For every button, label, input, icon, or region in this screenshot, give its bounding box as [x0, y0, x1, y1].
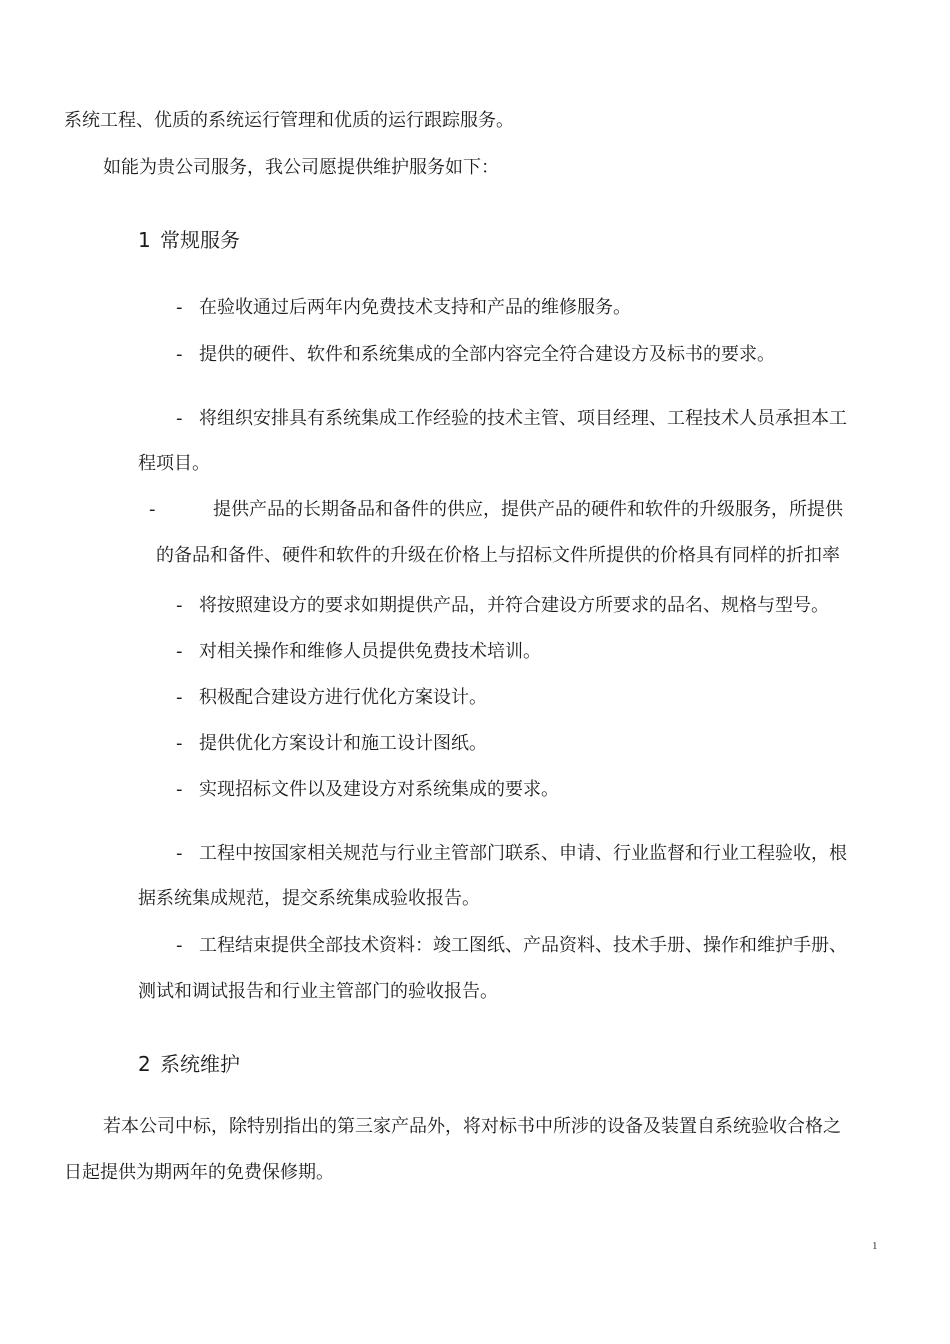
bullet-dash: -: [149, 499, 156, 520]
section-1-title: 常规服务: [160, 228, 240, 252]
list-item-5: 将按照建设方的要求如期提供产品，并符合建设方所要求的品名、规格与型号。: [199, 595, 829, 616]
list-item-4-line-2: 的备品和备件、硬件和软件的升级在价格上与招标文件所提供的价格具有同样的折扣率: [156, 545, 840, 566]
bullet-dash: -: [176, 344, 183, 365]
bullet-dash: -: [176, 297, 183, 318]
section-2-paragraph-line-1: 若本公司中标，除特别指出的第三家产品外，将对标书中所涉的设备及装置自系统验收合格之: [103, 1116, 841, 1137]
bullet-dash: -: [176, 733, 183, 754]
list-item-8: 提供优化方案设计和施工设计图纸。: [199, 733, 487, 754]
list-item-10-line-2: 据系统集成规范，提交系统集成验收报告。: [138, 888, 480, 909]
section-1-number: 1: [138, 228, 151, 252]
bullet-dash: -: [176, 935, 183, 956]
list-item-11-line-2: 测试和调试报告和行业主管部门的验收报告。: [138, 981, 498, 1002]
list-item-9: 实现招标文件以及建设方对系统集成的要求。: [199, 779, 559, 800]
section-1-heading: [138, 227, 240, 253]
section-2-title: 系统维护: [160, 1052, 240, 1076]
list-item-3-line-2: 程项目。: [138, 453, 210, 474]
bullet-dash: -: [176, 641, 183, 662]
list-item-1: 在验收通过后两年内免费技术支持和产品的维修服务。: [199, 297, 631, 318]
list-item-10-line-1: 工程中按国家相关规范与行业主管部门联系、申请、行业监督和行业工程验收，根: [199, 843, 847, 864]
page-number: 1: [872, 1240, 878, 1252]
list-item-11-line-1: 工程结束提供全部技术资料：竣工图纸、产品资料、技术手册、操作和维护手册、: [199, 935, 847, 956]
list-item-3-line-1: 将组织安排具有系统集成工作经验的技术主管、项目经理、工程技术人员承担本工: [199, 408, 847, 429]
list-item-2: 提供的硬件、软件和系统集成的全部内容完全符合建设方及标书的要求。: [199, 344, 775, 365]
section-2-heading: [138, 1051, 240, 1077]
intro-line-1: 系统工程、优质的系统运行管理和优质的运行跟踪服务。: [64, 110, 514, 131]
section-2-paragraph-line-2: 日起提供为期两年的免费保修期。: [64, 1162, 334, 1183]
list-item-4-line-1: 提供产品的长期备品和备件的供应，提供产品的硬件和软件的升级服务，所提供: [213, 499, 843, 520]
bullet-dash: -: [176, 779, 183, 800]
bullet-dash: -: [176, 843, 183, 864]
bullet-dash: -: [176, 595, 183, 616]
intro-line-2: 如能为贵公司服务，我公司愿提供维护服务如下：: [103, 157, 499, 178]
bullet-dash: -: [176, 408, 183, 429]
list-item-6: 对相关操作和维修人员提供免费技术培训。: [199, 641, 541, 662]
bullet-dash: -: [176, 687, 183, 708]
section-2-number: 2: [138, 1052, 151, 1076]
list-item-7: 积极配合建设方进行优化方案设计。: [199, 687, 487, 708]
